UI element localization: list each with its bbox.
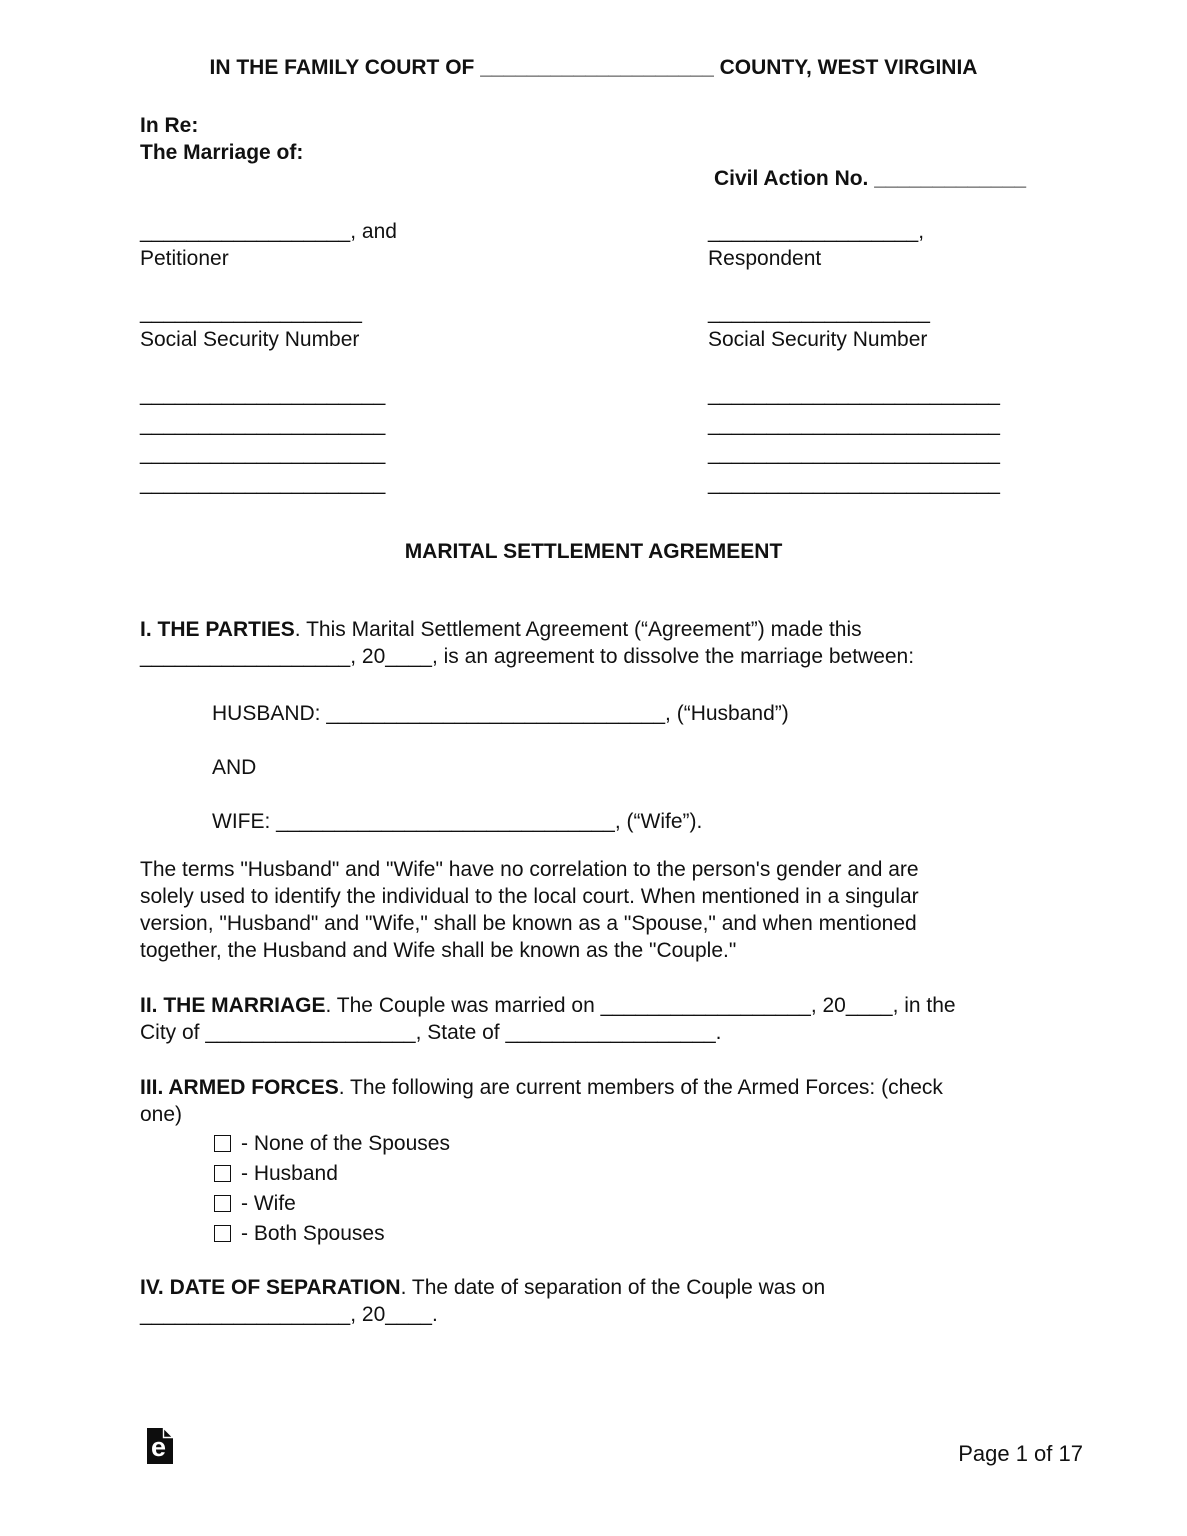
address-blank-line: _________________________: [708, 412, 1000, 436]
checkbox-both-spouses[interactable]: [214, 1225, 231, 1242]
section-armed-forces-heading: III. ARMED FORCES: [140, 1076, 339, 1099]
section-separation-line1: [140, 1274, 1060, 1301]
marriage-of-label: The Marriage of:: [140, 141, 304, 164]
document-title: MARITAL SETTLEMENT AGREMEENT: [404, 540, 783, 563]
option-wife: [214, 1188, 450, 1218]
ssn-block-respondent: [708, 299, 1087, 353]
section-parties-line1: [140, 616, 1060, 643]
section-marriage-line2: City of __________________, State of __________________.: [140, 1021, 722, 1044]
option-label: - Wife: [241, 1191, 296, 1215]
option-none-of-spouses: [214, 1128, 450, 1158]
section-marriage-text: . The Couple was married on __________________, 20____, in the: [325, 994, 956, 1017]
section-separation-text: . The date of separation of the Couple was on: [400, 1276, 826, 1299]
address-blank-line: _____________________: [140, 442, 386, 465]
section-parties-line2: __________________, 20____, is an agreement to dissolve the marriage between:: [140, 645, 915, 668]
section-marriage-line1: [140, 992, 1060, 1019]
armed-forces-options: [214, 1128, 450, 1248]
section-separation-heading: IV. DATE OF SEPARATION: [140, 1276, 401, 1299]
section-date-of-separation: [140, 1274, 1060, 1328]
address-blank-line: _____________________: [140, 471, 386, 495]
court-header: IN THE FAMILY COURT OF ____________________ COUNTY, WEST VIRGINIA: [209, 56, 978, 79]
checkbox-none-of-spouses[interactable]: [214, 1135, 231, 1152]
section-armed-forces-line2: one): [140, 1103, 183, 1126]
address-blank-line: _________________________: [708, 442, 1000, 465]
section-armed-forces-line1: [140, 1074, 1060, 1101]
terms-line: The terms "Husband" and "Wife" have no correlation to the person's gender and are: [140, 858, 919, 881]
address-lines-respondent: [708, 380, 1087, 498]
ssn-label-respondent: Social Security Number: [708, 328, 928, 351]
option-label: - None of the Spouses: [241, 1131, 450, 1155]
option-husband: [214, 1158, 450, 1188]
address-lines-petitioner: [140, 380, 708, 498]
terms-line: version, "Husband" and "Wife," shall be known as a "Spouse," and when mentioned: [140, 912, 917, 935]
terms-line: together, the Husband and Wife shall be known as the "Couple.": [140, 939, 737, 962]
option-both-spouses: [214, 1218, 450, 1248]
civil-action-blank: _____________: [874, 167, 1027, 190]
ssn-block-petitioner: [140, 299, 708, 353]
respondent-block: [708, 218, 1087, 272]
petitioner-name-blank: __________________, and: [140, 220, 397, 243]
terms-paragraph: [140, 856, 1060, 964]
husband-line: HUSBAND: _____________________________, (“Husband”): [212, 702, 789, 725]
civil-action-line: [714, 165, 1026, 192]
civil-action-label: Civil Action No.: [714, 167, 869, 190]
section-armed-forces: [140, 1074, 1060, 1128]
logo-letter: e: [150, 1432, 167, 1462]
ssn-blank-petitioner: ___________________: [140, 301, 362, 324]
option-label: - Both Spouses: [241, 1221, 385, 1245]
petitioner-label: Petitioner: [140, 247, 229, 270]
wife-line: WIFE: _____________________________, (“Wife”).: [212, 810, 703, 833]
section-parties-text: . This Marital Settlement Agreement (“Agreement”) made this: [294, 618, 862, 641]
section-separation-line2: __________________, 20____.: [140, 1303, 438, 1326]
address-lines-row: [140, 380, 1087, 498]
ssn-row: [140, 299, 1087, 353]
option-label: - Husband: [241, 1161, 338, 1185]
address-blank-line: _________________________: [708, 471, 1000, 495]
address-blank-line: _____________________: [140, 412, 386, 436]
checkbox-husband[interactable]: [214, 1165, 231, 1182]
and-line: AND: [212, 756, 257, 779]
in-re-label: In Re:: [140, 114, 199, 137]
section-marriage-heading: II. THE MARRIAGE: [140, 994, 326, 1017]
party-names-row: [140, 218, 1087, 272]
section-parties-heading: I. THE PARTIES: [140, 618, 295, 641]
ssn-label-petitioner: Social Security Number: [140, 328, 360, 351]
respondent-name-blank: __________________,: [708, 220, 925, 243]
in-re-block: [140, 112, 303, 166]
address-blank-line: _____________________: [140, 383, 386, 406]
ssn-blank-respondent: ___________________: [708, 301, 930, 324]
eforms-logo: [147, 1428, 173, 1464]
address-blank-line: _________________________: [708, 383, 1000, 406]
terms-line: solely used to identify the individual to the local court. When mentioned in a singular: [140, 885, 919, 908]
checkbox-wife[interactable]: [214, 1195, 231, 1212]
section-armed-forces-text: . The following are current members of the Armed Forces: (check: [338, 1076, 943, 1099]
petitioner-block: [140, 218, 708, 272]
respondent-label: Respondent: [708, 247, 822, 270]
section-marriage: [140, 992, 1060, 1046]
page-number: Page 1 of 17: [958, 1441, 1083, 1466]
section-parties: [140, 616, 1060, 670]
